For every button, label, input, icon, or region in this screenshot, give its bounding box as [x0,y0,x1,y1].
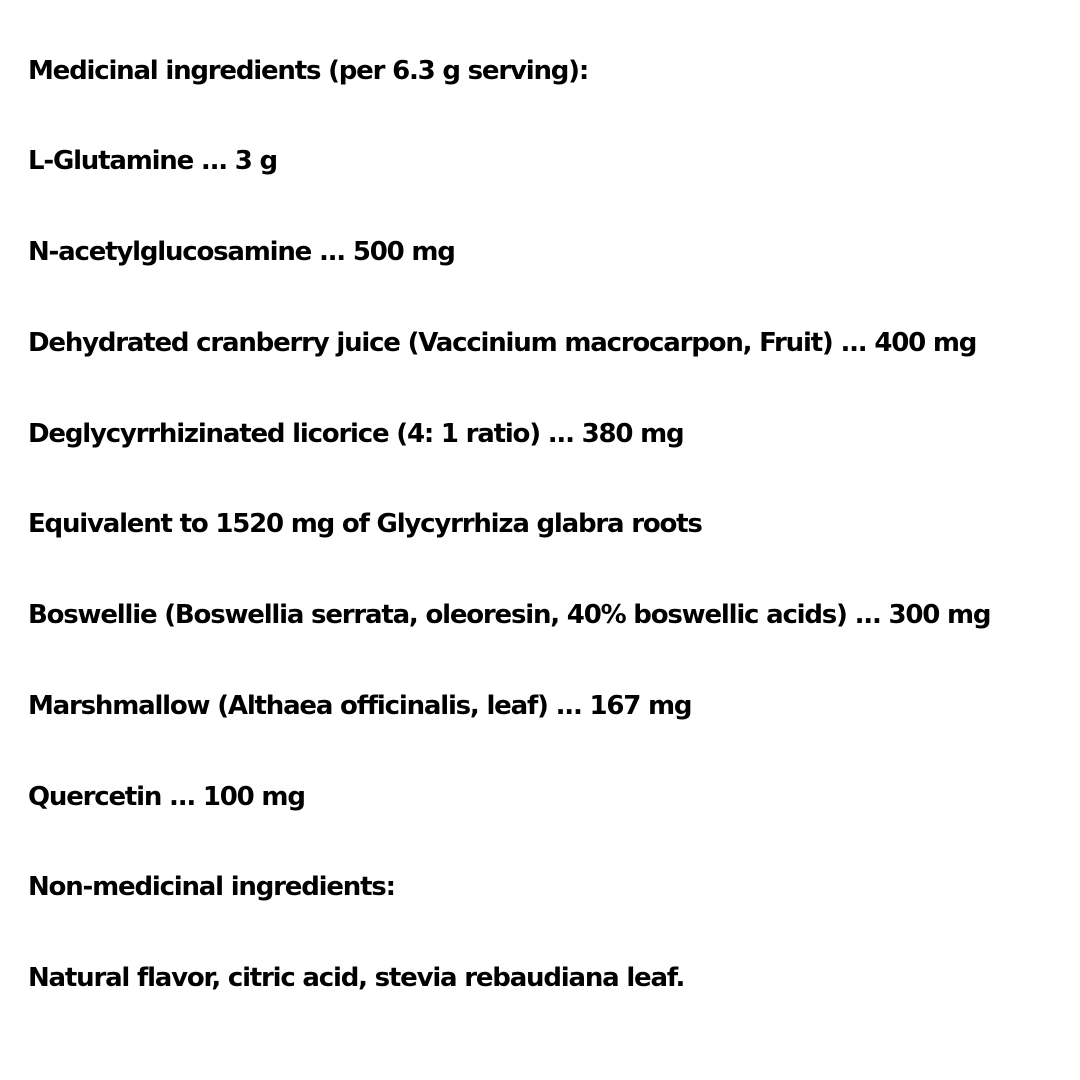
ingredient-licorice-equivalent: Equivalent to 1520 mg of Glycyrrhiza glabra roots [28,509,702,539]
ingredient-l-glutamine: L-Glutamine ... 3 g [28,146,277,176]
ingredient-n-acetylglucosamine: N-acetylglucosamine ... 500 mg [28,237,455,267]
medicinal-ingredients-heading: Medicinal ingredients (per 6.3 g serving): [28,56,589,86]
non-medicinal-ingredients-list: Natural flavor, citric acid, stevia rebaudiana leaf. [28,963,685,993]
ingredient-licorice: Deglycyrrhizinated licorice (4: 1 ratio) ... 380 mg [28,419,684,449]
non-medicinal-ingredients-heading: Non-medicinal ingredients: [28,872,395,902]
ingredient-marshmallow: Marshmallow (Althaea officinalis, leaf) ... 167 mg [28,691,692,721]
ingredient-boswellie: Boswellie (Boswellia serrata, oleoresin, 40% boswellic acids) ... 300 mg [28,600,991,630]
ingredients-label [28,0,1073,1080]
ingredient-quercetin: Quercetin ... 100 mg [28,782,305,812]
ingredient-cranberry-juice: Dehydrated cranberry juice (Vaccinium macrocarpon, Fruit) ... 400 mg [28,328,977,358]
